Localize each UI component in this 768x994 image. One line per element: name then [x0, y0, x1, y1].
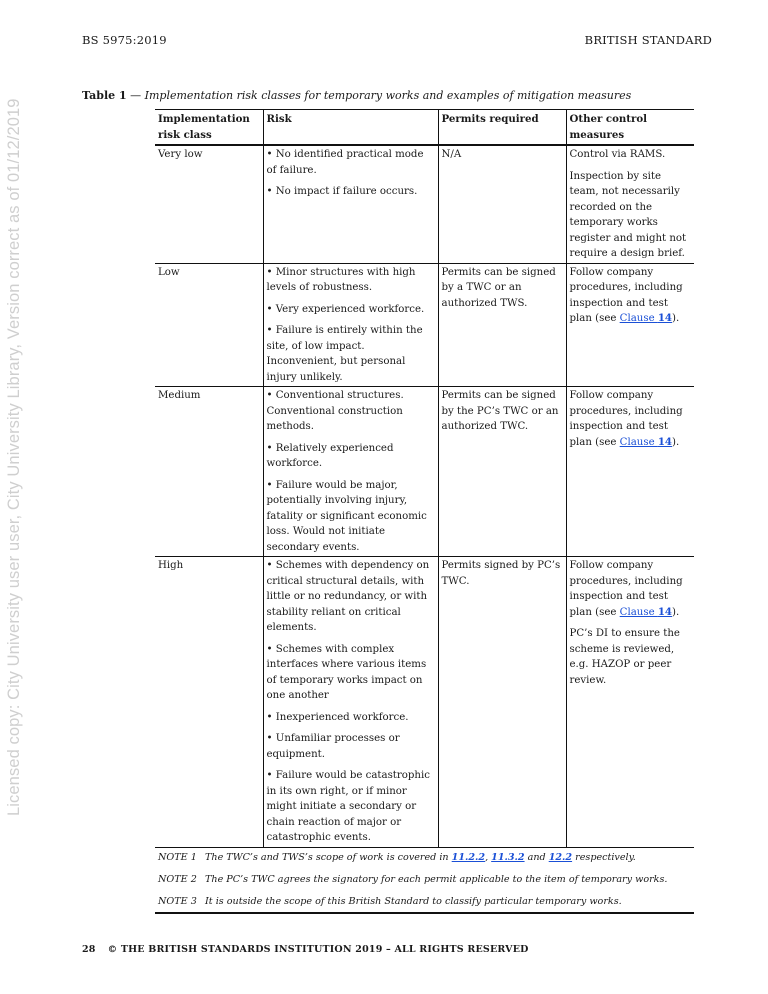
- table-caption-separator: —: [126, 89, 145, 102]
- header-other-controls: Other control measures: [566, 110, 694, 146]
- permits-text: Permits can be signed by the PC’s TWC or an authorized TWC.: [441, 390, 559, 432]
- cell-other-controls: [566, 387, 694, 557]
- risk-bullet: • Schemes with dependency on critical structural details, with little or no redundancy, or with stability reliant on critical elements.: [266, 560, 430, 633]
- note-text: NOTE 2 The PC’s TWC agrees the signatory for each permit applicable to the item of temporary works.: [158, 873, 668, 885]
- risk-bullet: • Failure would be major, potentially involving injury, fatality or significant economic loss. Would not initiate secondary events.: [266, 479, 427, 553]
- clause-11-2-2-link[interactable]: 11.2.2: [451, 851, 486, 863]
- running-header-title: BRITISH STANDARD: [584, 33, 712, 47]
- risk-bullet: • No identified practical mode of failure.: [266, 149, 424, 176]
- control-text: PC’s DI to ensure the scheme is reviewed, e.g. HAZOP or peer review.: [569, 628, 680, 686]
- cell-class: High: [158, 560, 184, 571]
- cell-permits: [438, 557, 566, 848]
- clause-11-3-2-link[interactable]: 11.3.2: [491, 851, 525, 863]
- note-text: NOTE 1 The TWC’s and TWS’s scope of work is covered in 11.2.2, 11.3.2 and 12.2 respectively.: [158, 851, 636, 863]
- control-text: Follow company procedures, including inspection and test plan (see Clause 14).: [569, 390, 683, 448]
- header-risk-class: Implementation risk class: [158, 113, 250, 141]
- note-text: NOTE 3 It is outside the scope of this British Standard to classify particular temporary works.: [158, 895, 622, 907]
- table-header-row: [155, 110, 694, 146]
- cell-permits: [438, 145, 566, 263]
- risk-bullet: • No impact if failure occurs.: [266, 186, 418, 197]
- page-number: 28: [82, 944, 96, 955]
- risk-bullet: • Failure would be catastrophic in its own right, or if minor might initiate a secondary or chain reaction of major or catastrophic events.: [266, 770, 430, 843]
- table-row-high: [155, 557, 694, 848]
- table-note-3: [155, 889, 694, 913]
- table-caption-label: Table 1: [82, 89, 127, 102]
- risk-classes-table: [155, 109, 694, 914]
- running-header-standard-number: BS 5975:2019: [82, 33, 167, 47]
- note-label: NOTE 1: [158, 851, 197, 863]
- risk-bullet: • Relatively experienced workforce.: [266, 442, 394, 469]
- risk-bullet: • Inexperienced workforce.: [266, 711, 409, 723]
- cell-other-controls: [566, 145, 694, 263]
- copyright-notice: © THE BRITISH STANDARDS INSTITUTION 2019 – ALL RIGHTS RESERVED: [107, 944, 529, 955]
- risk-bullet: • Very experienced workforce.: [266, 303, 425, 315]
- cell-risk: [263, 145, 438, 263]
- table-row-low: [155, 263, 694, 387]
- table-row-medium: [155, 387, 694, 557]
- permits-text: N/A: [441, 149, 462, 160]
- clause-14-link[interactable]: Clause 14: [619, 605, 673, 618]
- cell-class: Very low: [158, 149, 203, 160]
- cell-risk: [263, 387, 438, 557]
- control-text: Inspection by site team, not necessarily recorded on the temporary works register and might not require a design brief.: [569, 170, 687, 259]
- cell-other-controls: [566, 557, 694, 848]
- header-risk: Risk: [263, 110, 438, 146]
- cell-class: Low: [158, 266, 180, 278]
- risk-bullet: • Failure is entirely within the site, of low impact. Inconvenient, but personal injury unlikely.: [266, 325, 423, 383]
- clause-14-link[interactable]: Clause 14: [619, 435, 673, 448]
- note-label: NOTE 2: [158, 873, 197, 885]
- risk-bullet: • Conventional structures. Conventional construction methods.: [266, 390, 404, 432]
- table-caption: [82, 89, 631, 102]
- cell-class: Medium: [158, 390, 201, 401]
- clause-12-2-link[interactable]: 12.2: [548, 851, 573, 863]
- table-row-very-low: [155, 145, 694, 263]
- permits-text: Permits signed by PC’s TWC.: [441, 560, 561, 587]
- header-permits: Permits required: [438, 110, 566, 146]
- cell-permits: [438, 387, 566, 557]
- table-note-2: [155, 867, 694, 889]
- cell-other-controls: [566, 263, 694, 387]
- risk-bullet: • Unfamiliar processes or equipment.: [266, 733, 400, 760]
- cell-risk: [263, 557, 438, 848]
- license-watermark: Licensed copy: City University user user, City University Library, Version correct as of 01/12/2019: [5, 98, 23, 816]
- table-caption-text: Implementation risk classes for temporary works and examples of mitigation measures: [144, 89, 632, 102]
- page-footer: [82, 944, 529, 955]
- cell-permits: [438, 263, 566, 387]
- risk-bullet: • Minor structures with high levels of robustness.: [266, 266, 416, 293]
- control-text: Control via RAMS.: [569, 149, 666, 160]
- cell-risk: [263, 263, 438, 387]
- table-note-1: [155, 847, 694, 867]
- control-text: Follow company procedures, including inspection and test plan (see Clause 14).: [569, 560, 683, 618]
- control-text: Follow company procedures, including inspection and test plan (see Clause 14).: [569, 266, 683, 324]
- risk-bullet: • Schemes with complex interfaces where various items of temporary works impact on one another: [266, 643, 427, 701]
- permits-text: Permits can be signed by a TWC or an authorized TWS.: [441, 266, 556, 309]
- note-label: NOTE 3: [158, 895, 197, 907]
- clause-14-link[interactable]: Clause 14: [619, 312, 673, 324]
